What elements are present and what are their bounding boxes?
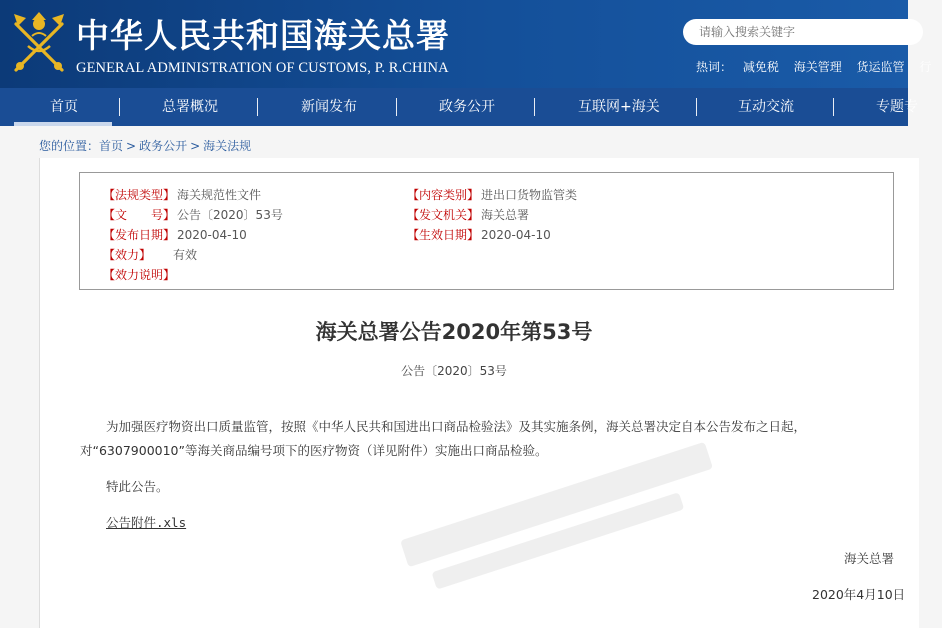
hot-word-link[interactable]: 货运监管 [856,60,905,74]
meta-docno-value: 公告〔2020〕53号 [177,208,283,222]
nav-item-home[interactable]: 首页 [50,99,78,115]
meta-pubdate-key: 【发布日期】 [103,228,176,242]
meta-validity-value: 有效 [173,248,198,262]
signature-date: 2020年4月10日 [812,587,906,602]
nav-separator [119,98,120,116]
meta-category-key: 【内容类别】 [407,188,480,202]
nav-item-internet-customs[interactable]: 互联网+海关 [578,99,660,115]
breadcrumb-regulations[interactable]: 海关法规 [203,139,252,153]
meta-pubdate-value: 2020-04-10 [177,228,247,242]
meta-issuer-key: 【发文机关】 [407,208,480,222]
nav-active-indicator [14,122,112,126]
attachment-link[interactable]: 公告附件.xls [106,515,187,530]
meta-pubdate [103,226,247,243]
meta-issuer-value: 海关总署 [481,208,530,222]
breadcrumb-separator: > [190,139,201,153]
nav-separator [257,98,258,116]
breadcrumb-gov-affairs[interactable]: 政务公开 [139,139,188,153]
regulation-meta-box [79,172,894,290]
hot-words [696,58,942,75]
meta-type-value: 海关规范性文件 [177,188,262,202]
meta-docno [103,206,283,223]
hot-word-link[interactable]: 海关管理 [793,60,842,74]
breadcrumb-separator: > [126,139,137,153]
nav-item-overview[interactable]: 总署概况 [162,99,218,115]
breadcrumb [39,137,251,154]
site-header [0,0,932,88]
meta-effdate [407,226,551,243]
document-title: 海关总署公告2020年第53号 [315,320,593,344]
meta-effdate-key: 【生效日期】 [407,228,480,242]
hot-word-link[interactable]: 减免税 [742,60,779,74]
meta-effdate-value: 2020-04-10 [481,228,551,242]
breadcrumb-prefix: 您的位置： [39,139,100,153]
meta-validity [103,246,197,263]
hot-word-link[interactable]: 行 [919,60,932,74]
hot-words-label: 热词： [696,60,733,74]
nav-separator [396,98,397,116]
nav-item-gov-affairs[interactable]: 政务公开 [439,99,495,115]
signature-organization: 海关总署 [844,551,895,566]
nav-separator [534,98,535,116]
nav-separator [833,98,834,116]
main-nav [0,88,918,126]
meta-type-key: 【法规类型】 [103,188,176,202]
nav-separator [696,98,697,116]
meta-type [103,186,261,203]
meta-docno-key: 【文 号】 [103,208,176,222]
meta-category-value: 进出口货物监管类 [481,188,578,202]
document-paragraph-line: 为加强医疗物资出口质量监管，按照《中华人民共和国进出口商品检验法》及其实施条例，海关总署决定自本公告发布之日起， [106,419,807,434]
nav-item-interaction[interactable]: 互动交流 [738,99,794,115]
site-title-cn: 中华人民共和国海关总署 [76,16,450,55]
breadcrumb-home[interactable]: 首页 [99,139,124,153]
document-closing: 特此公告。 [106,479,169,494]
document-paragraph-line: 对“6307900010”等海关商品编号项下的医疗物资（详见附件）实施出口商品检验。 [80,443,548,458]
meta-note-key: 【效力说明】 [103,268,176,282]
nav-item-news[interactable]: 新闻发布 [301,99,357,115]
search-input[interactable] [683,19,923,45]
nav-item-topics[interactable]: 专题专 [876,99,918,115]
meta-issuer [407,206,529,223]
meta-category [407,186,577,203]
site-title-en: GENERAL ADMINISTRATION OF CUSTOMS, P. R.CHINA [76,60,449,76]
document-number: 公告〔2020〕53号 [401,364,507,378]
meta-validity-key: 【效力】 [103,248,152,262]
meta-note [103,266,175,283]
customs-emblem-icon [8,10,70,76]
